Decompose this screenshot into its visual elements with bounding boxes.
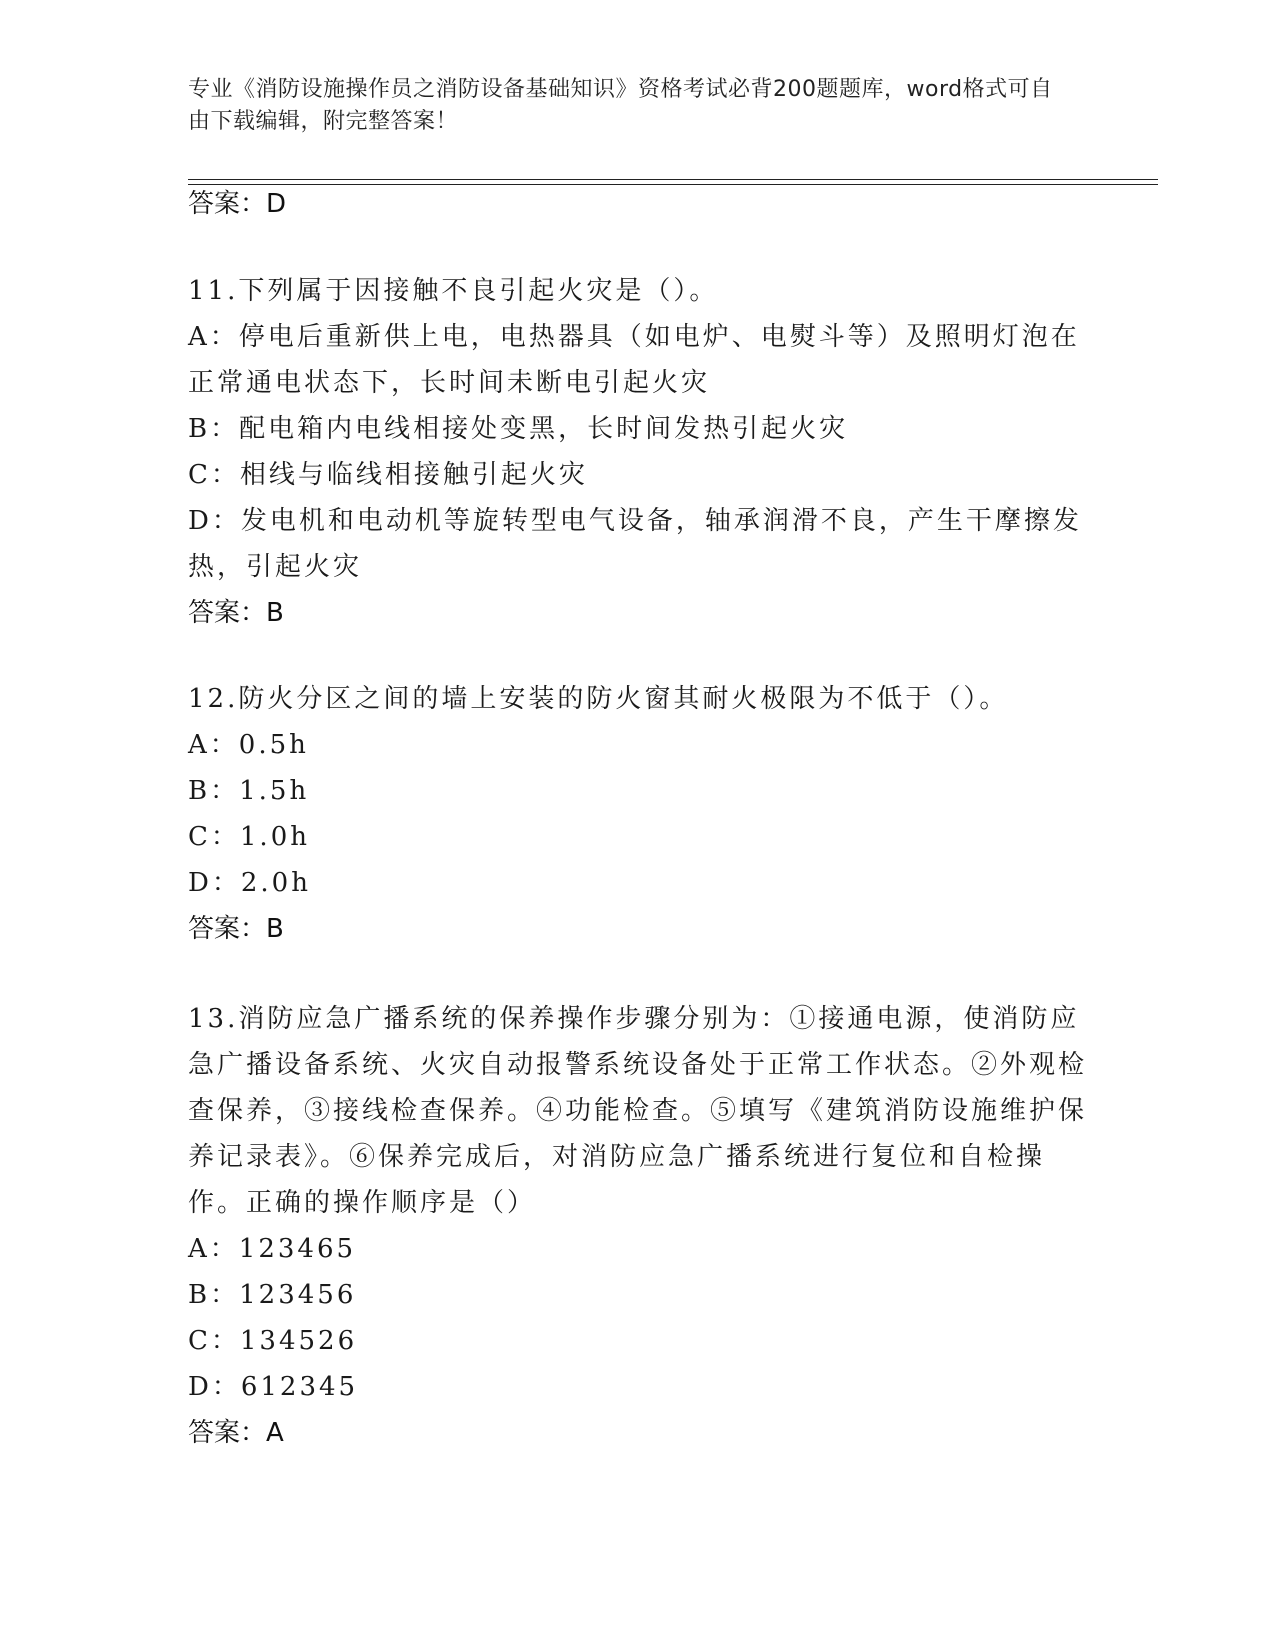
option-c: C：相线与临线相接触引起火灾	[188, 460, 588, 490]
previous-answer: 答案：D	[188, 189, 287, 219]
option-a: A：0.5h	[188, 730, 309, 760]
option-d: D：2.0h	[188, 868, 311, 898]
option-d: D：612345	[188, 1372, 359, 1402]
header-divider-top	[188, 179, 1158, 180]
question-stem: 13.消防应急广播系统的保养操作步骤分别为：①接通电源，使消防应急广播设备系统、火灾自动报警系统设备处于正常工作状态。②外观检查保养，③接线检查保养。④功能检查。⑤填写《建筑消防设施维护保养记录表》。⑥保养完成后，对消防应急广播系统进行复位和自检操作。正确的操作顺序是（）	[188, 1004, 1088, 1218]
answer: 答案：B	[188, 598, 284, 628]
header-divider-bottom	[188, 184, 1158, 185]
option-a: A：停电后重新供上电，电热器具（如电炉、电熨斗等）及照明灯泡在正常通电状态下，长时间未断电引起火灾	[188, 322, 1080, 398]
question-12	[188, 676, 1088, 952]
option-b: B：1.5h	[188, 776, 310, 806]
document-header: 专业《消防设施操作员之消防设备基础知识》资格考试必背200题题库，word格式可自由下载编辑，附完整答案！	[188, 77, 1053, 134]
option-d: D：发电机和电动机等旋转型电气设备，轴承润滑不良，产生干摩擦发热，引起火灾	[188, 506, 1082, 582]
question-stem: 12.防火分区之间的墙上安装的防火窗其耐火极限为不低于（）。	[188, 684, 1009, 714]
option-b: B：123456	[188, 1280, 357, 1310]
question-13	[188, 996, 1088, 1456]
question-stem: 11.下列属于因接触不良引起火灾是（）。	[188, 276, 719, 306]
answer: 答案：A	[188, 1418, 284, 1448]
option-c: C：134526	[188, 1326, 358, 1356]
question-11	[188, 268, 1088, 636]
option-c: C：1.0h	[188, 822, 310, 852]
option-a: A：123465	[188, 1234, 357, 1264]
option-b: B：配电箱内电线相接处变黑，长时间发热引起火灾	[188, 414, 849, 444]
answer: 答案：B	[188, 914, 284, 944]
